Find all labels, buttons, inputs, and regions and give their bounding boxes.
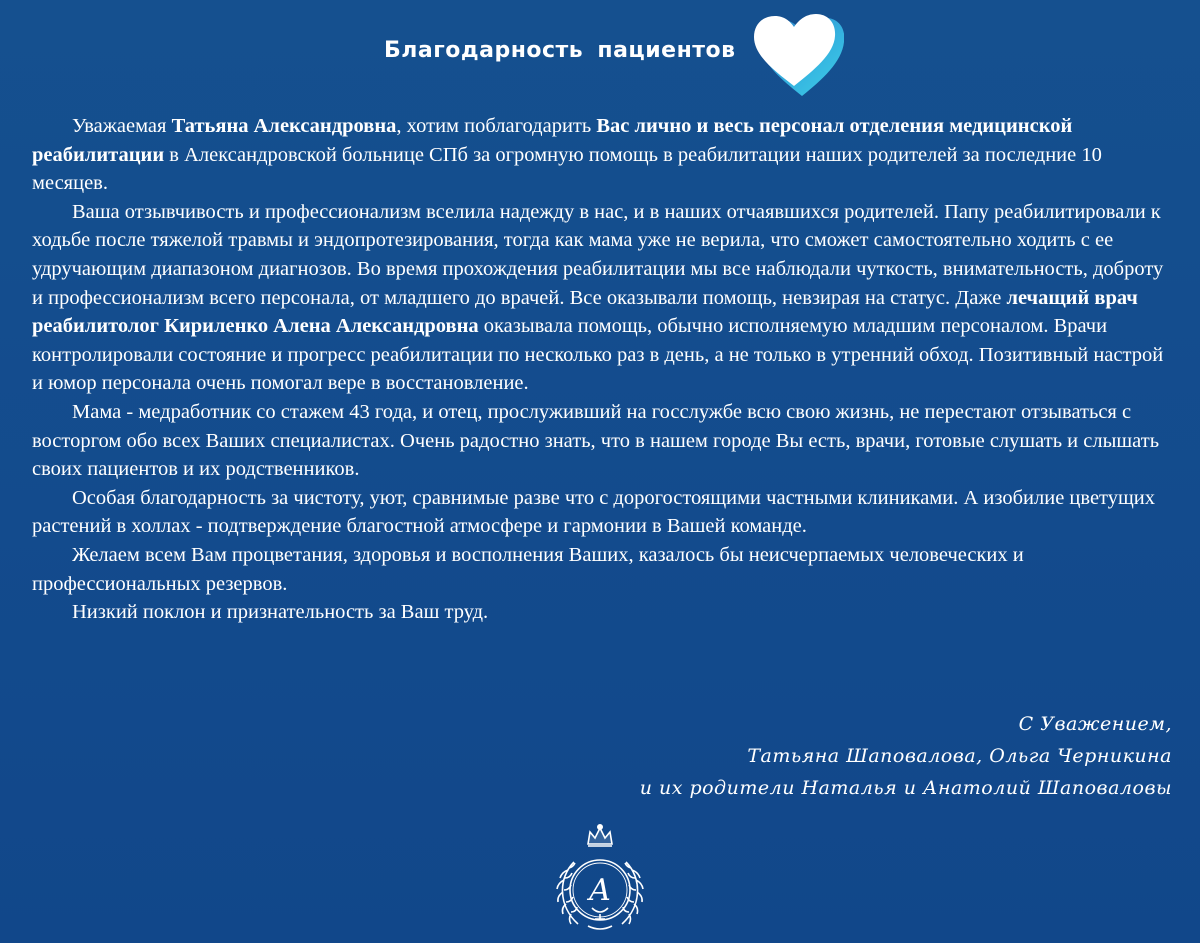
letter-paragraph-4: Особая благодарность за чистоту, уют, сравнимые разве что с дорогостоящими частными клиниками. А изобилие цветущих растений в холлах - подтверждение благостной атмосфере и гармонии в Вашей команде. — [32, 486, 1156, 538]
addressee-name: Татьяна Александровна — [171, 115, 397, 137]
signature — [472, 708, 1172, 804]
letter-paragraph-5: Желаем всем Вам процветания, здоровья и восполнения Ваших, казалось бы неисчерпаемых человеческих и профессиональных резервов. — [32, 543, 1024, 595]
letter-body — [32, 112, 1172, 627]
signature-line-1: С Уважением, — [1018, 713, 1172, 735]
heart-icon — [752, 10, 844, 96]
letter-paragraph-3: Мама - медработник со стажем 43 года, и отец, прослуживший на госслужбе всю свою жизнь, не перестают отзываться с восторгом обо всех Ваших специалистах. Очень радостно знать, что в нашем городе Вы есть, врачи, готовые слушать и слышать своих пациентов и их родственников. — [32, 400, 1160, 481]
department-name: Вас лично и весь персонал отделения медицинской реабилитации — [32, 115, 1073, 166]
emblem-letter: А — [588, 873, 612, 908]
letter-paragraph-2: Ваша отзывчивость и профессионализм вселила надежду в нас, и в наших отчаявшихся родителей. Папу реабилитировали к ходьбе после тяжелой травмы и эндопротезирования, тогда как мама уже не верила, что сможет самостоятельно ходить с ее удручающим диапазоном диагнозов. Во время прохождения реабилитации мы все наблюдали чуткость, внимательность, доброту и профессионализм всего персонала, от младшего до врачей. Все оказывали помощь, невзирая на статус. Даже лечащий врач реабилитолог Кириленко Алена Александровна оказывала помощь, обычно исполняемую младшим персоналом. Врачи контролировали состояние и прогресс реабилитации по несколько раз в день, а не только в утренний обход. Позитивный настрой и юмор персонала очень помогал вере в восстановление. — [32, 200, 1164, 395]
signature-line-3: и их родители Наталья и Анатолий Шаповаловы — [639, 777, 1172, 799]
signature-line-2: Татьяна Шаповалова, Ольга Черникина — [747, 745, 1172, 767]
header — [0, 10, 1200, 100]
doctor-name: лечащий врач реабилитолог Кириленко Алена Александровна — [32, 286, 1138, 338]
hospital-emblem-icon — [552, 822, 648, 934]
letter-paragraph-6: Низкий поклон и признательность за Ваш труд. — [72, 601, 489, 624]
page-title: Благодарность пациентов — [384, 38, 736, 63]
letter-paragraph-1: Уважаемая Татьяна Александровна, хотим поблагодарить Вас лично и весь персонал отделения медицинской реабилитации в Александровской больнице СПб за огромную помощь в реабилитации наших родителей за последние 10 месяцев. — [32, 115, 1102, 195]
